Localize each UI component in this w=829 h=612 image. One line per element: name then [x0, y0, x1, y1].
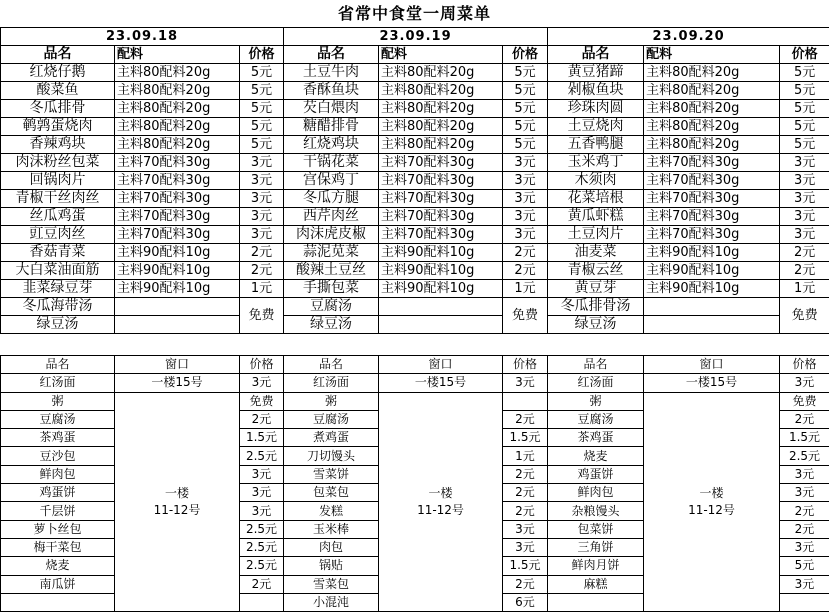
dish-name: 鹌鹑蛋烧肉 [1, 118, 115, 136]
dish-name: 青椒云丝 [548, 262, 644, 280]
staple-name: 茶鸡蛋 [548, 429, 644, 447]
header-window: 窗口 [379, 356, 503, 374]
soup-row [1, 298, 829, 316]
dish-price: 1元 [240, 280, 284, 298]
dish-name: 红烧仔鹅 [1, 64, 115, 82]
soup-name: 绿豆汤 [1, 316, 115, 334]
table-row [1, 280, 829, 298]
dish-price: 5元 [240, 136, 284, 154]
staple-name: 红汤面 [1, 374, 115, 392]
staple-name: 烧麦 [548, 447, 644, 465]
dish-price: 3元 [240, 208, 284, 226]
dish-ingredients: 主料80配料20g [379, 136, 503, 154]
header-ingredients: 配料 [644, 46, 780, 64]
dish-price: 2元 [780, 262, 829, 280]
header-name: 品名 [284, 356, 379, 374]
staple-price: 3元 [780, 575, 829, 593]
dish-name: 红烧鸡块 [284, 136, 379, 154]
staple-name: 粥 [284, 392, 379, 410]
table-row [1, 100, 829, 118]
header-price: 价格 [780, 356, 829, 374]
soup-name: 冬瓜排骨汤 [548, 298, 644, 316]
staple-name: 锅贴 [284, 557, 379, 575]
staple-price: 3元 [780, 465, 829, 483]
dish-ingredients: 主料80配料20g [644, 64, 780, 82]
dish-price: 3元 [503, 172, 548, 190]
dish-price: 5元 [503, 64, 548, 82]
header-ingredients: 配料 [115, 46, 240, 64]
staple-name: 包菜饼 [548, 520, 644, 538]
dish-name: 芡白煨肉 [284, 100, 379, 118]
staple-price: 3元 [240, 374, 284, 392]
dish-ingredients: 主料80配料20g [115, 100, 240, 118]
staple-price [503, 392, 548, 410]
soup-ingredients [115, 298, 240, 316]
dish-name: 豇豆肉丝 [1, 226, 115, 244]
staple-price: 2.5元 [240, 538, 284, 556]
dish-name: 香酥鱼块 [284, 82, 379, 100]
dish-ingredients: 主料90配料10g [115, 262, 240, 280]
soup-ingredients [379, 316, 503, 334]
dish-ingredients: 主料80配料20g [644, 82, 780, 100]
dish-name: 黄瓜虾糕 [548, 208, 644, 226]
staple-price: 1.5元 [503, 429, 548, 447]
dish-ingredients: 主料70配料30g [644, 226, 780, 244]
staple-name: 红汤面 [284, 374, 379, 392]
dish-name: 土豆烧肉 [548, 118, 644, 136]
window-cell: 一楼15号 [644, 374, 780, 392]
staple-price: 2元 [503, 410, 548, 428]
window-floor: 一楼 [379, 485, 502, 502]
dish-name: 手撕包菜 [284, 280, 379, 298]
dish-name: 珍珠肉圆 [548, 100, 644, 118]
header-name: 品名 [1, 356, 115, 374]
empty-cell [548, 593, 644, 611]
page-title: 省常中食堂一周菜单 [0, 0, 829, 27]
dish-ingredients: 主料80配料20g [379, 64, 503, 82]
staple-price: 2元 [503, 465, 548, 483]
staple-price: 3元 [240, 484, 284, 502]
header-window: 窗口 [644, 356, 780, 374]
soup-price: 免费 [503, 298, 548, 334]
dish-ingredients: 主料70配料30g [115, 154, 240, 172]
soup-ingredients [115, 316, 240, 334]
dish-ingredients: 主料70配料30g [379, 208, 503, 226]
dish-name: 大白菜油面筋 [1, 262, 115, 280]
dish-price: 1元 [780, 280, 829, 298]
dish-name: 蒜泥苋菜 [284, 244, 379, 262]
staple-name: 煮鸡蛋 [284, 429, 379, 447]
header-window: 窗口 [115, 356, 240, 374]
dish-price: 3元 [240, 226, 284, 244]
staple-price: 2元 [503, 484, 548, 502]
staple-price: 2元 [780, 502, 829, 520]
dish-price: 5元 [780, 136, 829, 154]
dish-ingredients: 主料90配料10g [379, 280, 503, 298]
staple-name: 烧麦 [1, 557, 115, 575]
dish-ingredients: 主料80配料20g [115, 82, 240, 100]
dish-name: 黄豆芽 [548, 280, 644, 298]
dish-ingredients: 主料90配料10g [644, 280, 780, 298]
staple-price: 1.5元 [780, 429, 829, 447]
window-cell [115, 392, 240, 612]
dish-name: 冬瓜排骨 [1, 100, 115, 118]
dish-price: 3元 [240, 190, 284, 208]
day-date: 23.09.20 [548, 28, 829, 46]
table-row [1, 154, 829, 172]
soup-row [1, 316, 829, 334]
dish-price: 5元 [240, 82, 284, 100]
dish-ingredients: 主料70配料30g [115, 226, 240, 244]
dish-ingredients: 主料90配料10g [379, 244, 503, 262]
dish-name: 香菇青菜 [1, 244, 115, 262]
staple-price: 3元 [503, 538, 548, 556]
dish-name: 干锅花菜 [284, 154, 379, 172]
dish-price: 5元 [503, 136, 548, 154]
staple-name: 小混沌 [284, 593, 379, 611]
dish-name: 青椒干丝肉丝 [1, 190, 115, 208]
date-row [1, 28, 829, 46]
dish-price: 2元 [240, 244, 284, 262]
staple-name: 三角饼 [548, 538, 644, 556]
dish-name: 玉米鸡丁 [548, 154, 644, 172]
empty-cell [240, 593, 284, 611]
staple-price: 3元 [503, 374, 548, 392]
soup-name: 绿豆汤 [284, 316, 379, 334]
dish-name: 酸辣土豆丝 [284, 262, 379, 280]
dish-ingredients: 主料90配料10g [644, 262, 780, 280]
dish-name: 花菜培根 [548, 190, 644, 208]
dish-price: 1元 [503, 280, 548, 298]
dish-name: 肉沫虎皮椒 [284, 226, 379, 244]
staple-name: 麻糕 [548, 575, 644, 593]
dish-price: 3元 [780, 208, 829, 226]
dish-ingredients: 主料70配料30g [115, 208, 240, 226]
staple-name: 肉包 [284, 538, 379, 556]
staple-price: 2元 [780, 410, 829, 428]
window-cell [644, 392, 780, 612]
staple-name: 粥 [1, 392, 115, 410]
dish-ingredients: 主料80配料20g [115, 118, 240, 136]
staple-name: 雪菜包 [284, 575, 379, 593]
staple-name: 鲜肉包 [548, 484, 644, 502]
soup-ingredients [644, 316, 780, 334]
dish-price: 5元 [503, 82, 548, 100]
header-price: 价格 [240, 46, 284, 64]
dish-price: 3元 [780, 172, 829, 190]
table-row [1, 118, 829, 136]
dish-name: 酸菜鱼 [1, 82, 115, 100]
dish-name: 回锅肉片 [1, 172, 115, 190]
dish-name: 土豆肉片 [548, 226, 644, 244]
header-row [1, 46, 829, 64]
dish-ingredients: 主料70配料30g [644, 190, 780, 208]
dish-price: 5元 [503, 100, 548, 118]
dish-name: 肉沫粉丝包菜 [1, 154, 115, 172]
staple-price: 3元 [780, 538, 829, 556]
dish-price: 2元 [503, 244, 548, 262]
dish-price: 5元 [780, 118, 829, 136]
staple-name: 发糕 [284, 502, 379, 520]
window-cell [379, 392, 503, 612]
header-name: 品名 [1, 46, 115, 64]
table-row [1, 82, 829, 100]
dish-ingredients: 主料70配料30g [115, 190, 240, 208]
dish-price: 3元 [780, 226, 829, 244]
staple-name: 鸡蛋饼 [1, 484, 115, 502]
window-number: 11-12号 [115, 502, 239, 519]
dish-price: 5元 [780, 64, 829, 82]
dish-price: 5元 [240, 118, 284, 136]
dish-price: 5元 [240, 100, 284, 118]
dish-ingredients: 主料90配料10g [115, 280, 240, 298]
header-price: 价格 [780, 46, 829, 64]
window-floor: 一楼 [644, 485, 779, 502]
staple-price: 6元 [503, 593, 548, 611]
table-row [1, 64, 829, 82]
staple-name: 萝卜丝包 [1, 520, 115, 538]
dish-ingredients: 主料90配料10g [115, 244, 240, 262]
staple-price: 2.5元 [240, 520, 284, 538]
staple-name: 鸡蛋饼 [548, 465, 644, 483]
dish-ingredients: 主料70配料30g [115, 172, 240, 190]
weekly-menu-table [0, 27, 829, 334]
dish-price: 5元 [503, 118, 548, 136]
dish-price: 3元 [240, 154, 284, 172]
table-row [1, 374, 829, 392]
window-cell: 一楼15号 [115, 374, 240, 392]
staple-name: 梅干菜包 [1, 538, 115, 556]
header-price: 价格 [503, 46, 548, 64]
staple-price: 2元 [503, 502, 548, 520]
staple-name: 豆腐汤 [284, 410, 379, 428]
dish-name: 土豆牛肉 [284, 64, 379, 82]
soup-price: 免费 [780, 298, 829, 334]
dish-ingredients: 主料80配料20g [115, 64, 240, 82]
dish-price: 3元 [503, 154, 548, 172]
table-row [1, 262, 829, 280]
staple-price: 免费 [240, 392, 284, 410]
staple-name: 玉米棒 [284, 520, 379, 538]
dish-price: 3元 [780, 190, 829, 208]
dish-name: 剁椒鱼块 [548, 82, 644, 100]
staple-price: 3元 [503, 520, 548, 538]
dish-ingredients: 主料80配料20g [644, 136, 780, 154]
dish-price: 3元 [503, 190, 548, 208]
dish-name: 冬瓜方腿 [284, 190, 379, 208]
staple-price: 3元 [240, 502, 284, 520]
staple-price: 2元 [780, 520, 829, 538]
staple-price: 2.5元 [240, 447, 284, 465]
staple-name: 鲜肉包 [1, 465, 115, 483]
day-date: 23.09.18 [1, 28, 284, 46]
dish-name: 木须肉 [548, 172, 644, 190]
table-row [1, 190, 829, 208]
dish-price: 3元 [503, 208, 548, 226]
staple-price: 3元 [780, 484, 829, 502]
staple-header-row [1, 356, 829, 374]
dish-ingredients: 主料80配料20g [115, 136, 240, 154]
staple-price: 3元 [240, 465, 284, 483]
day-date: 23.09.19 [284, 28, 548, 46]
dish-ingredients: 主料70配料30g [379, 154, 503, 172]
staple-name: 杂粮馒头 [548, 502, 644, 520]
table-row [1, 172, 829, 190]
header-name: 品名 [284, 46, 379, 64]
dish-name: 西芹肉丝 [284, 208, 379, 226]
header-name: 品名 [548, 356, 644, 374]
empty-cell [1, 593, 115, 611]
staple-name: 豆腐汤 [548, 410, 644, 428]
dish-name: 丝瓜鸡蛋 [1, 208, 115, 226]
header-price: 价格 [503, 356, 548, 374]
dish-price: 2元 [240, 262, 284, 280]
dish-name: 韭菜绿豆芽 [1, 280, 115, 298]
staple-price: 1.5元 [240, 429, 284, 447]
staple-name: 南瓜饼 [1, 575, 115, 593]
dish-price: 2元 [503, 262, 548, 280]
soup-name: 冬瓜海带汤 [1, 298, 115, 316]
header-price: 价格 [240, 356, 284, 374]
staple-price: 1.5元 [503, 557, 548, 575]
soup-ingredients [644, 298, 780, 316]
dish-ingredients: 主料80配料20g [379, 82, 503, 100]
dish-price: 3元 [780, 154, 829, 172]
staple-name: 豆沙包 [1, 447, 115, 465]
staple-price: 5元 [780, 557, 829, 575]
soup-price: 免费 [240, 298, 284, 334]
dish-price: 5元 [240, 64, 284, 82]
dish-price: 3元 [503, 226, 548, 244]
table-row [1, 392, 829, 410]
staple-price: 免费 [780, 392, 829, 410]
dish-ingredients: 主料70配料30g [379, 226, 503, 244]
staple-price: 2.5元 [780, 447, 829, 465]
dish-name: 黄豆猪蹄 [548, 64, 644, 82]
section-gap [0, 334, 829, 355]
dish-name: 糖醋排骨 [284, 118, 379, 136]
staple-name: 千层饼 [1, 502, 115, 520]
window-floor: 一楼 [115, 485, 239, 502]
table-row [1, 208, 829, 226]
dish-ingredients: 主料70配料30g [644, 172, 780, 190]
dish-ingredients: 主料70配料30g [644, 154, 780, 172]
staple-name: 包菜包 [284, 484, 379, 502]
dish-ingredients: 主料70配料30g [644, 208, 780, 226]
staple-price: 2元 [240, 575, 284, 593]
dish-ingredients: 主料80配料20g [379, 100, 503, 118]
dish-name: 宫保鸡丁 [284, 172, 379, 190]
soup-ingredients [379, 298, 503, 316]
table-row [1, 226, 829, 244]
staple-price: 2.5元 [240, 557, 284, 575]
dish-ingredients: 主料90配料10g [644, 244, 780, 262]
window-cell: 一楼15号 [379, 374, 503, 392]
staple-name: 刀切馒头 [284, 447, 379, 465]
header-name: 品名 [548, 46, 644, 64]
staple-price: 2元 [503, 575, 548, 593]
dish-ingredients: 主料70配料30g [379, 172, 503, 190]
staple-menu-table [0, 355, 829, 612]
staple-name: 红汤面 [548, 374, 644, 392]
staple-name: 粥 [548, 392, 644, 410]
dish-name: 香辣鸡块 [1, 136, 115, 154]
staple-name: 茶鸡蛋 [1, 429, 115, 447]
dish-ingredients: 主料90配料10g [379, 262, 503, 280]
staple-name: 鲜肉月饼 [548, 557, 644, 575]
staple-name: 豆腐汤 [1, 410, 115, 428]
dish-name: 油麦菜 [548, 244, 644, 262]
header-ingredients: 配料 [379, 46, 503, 64]
staple-price: 3元 [780, 374, 829, 392]
window-number: 11-12号 [379, 502, 502, 519]
dish-ingredients: 主料70配料30g [379, 190, 503, 208]
staple-price: 2元 [240, 410, 284, 428]
staple-price: 1元 [503, 447, 548, 465]
table-row [1, 244, 829, 262]
dish-ingredients: 主料80配料20g [644, 118, 780, 136]
empty-cell [780, 593, 829, 611]
dish-ingredients: 主料80配料20g [379, 118, 503, 136]
table-row [1, 136, 829, 154]
staple-name: 雪菜饼 [284, 465, 379, 483]
window-number: 11-12号 [644, 502, 779, 519]
soup-name: 绿豆汤 [548, 316, 644, 334]
dish-price: 3元 [240, 172, 284, 190]
dish-ingredients: 主料80配料20g [644, 100, 780, 118]
dish-price: 2元 [780, 244, 829, 262]
soup-name: 豆腐汤 [284, 298, 379, 316]
dish-name: 五香鸭腿 [548, 136, 644, 154]
dish-price: 5元 [780, 100, 829, 118]
dish-price: 5元 [780, 82, 829, 100]
